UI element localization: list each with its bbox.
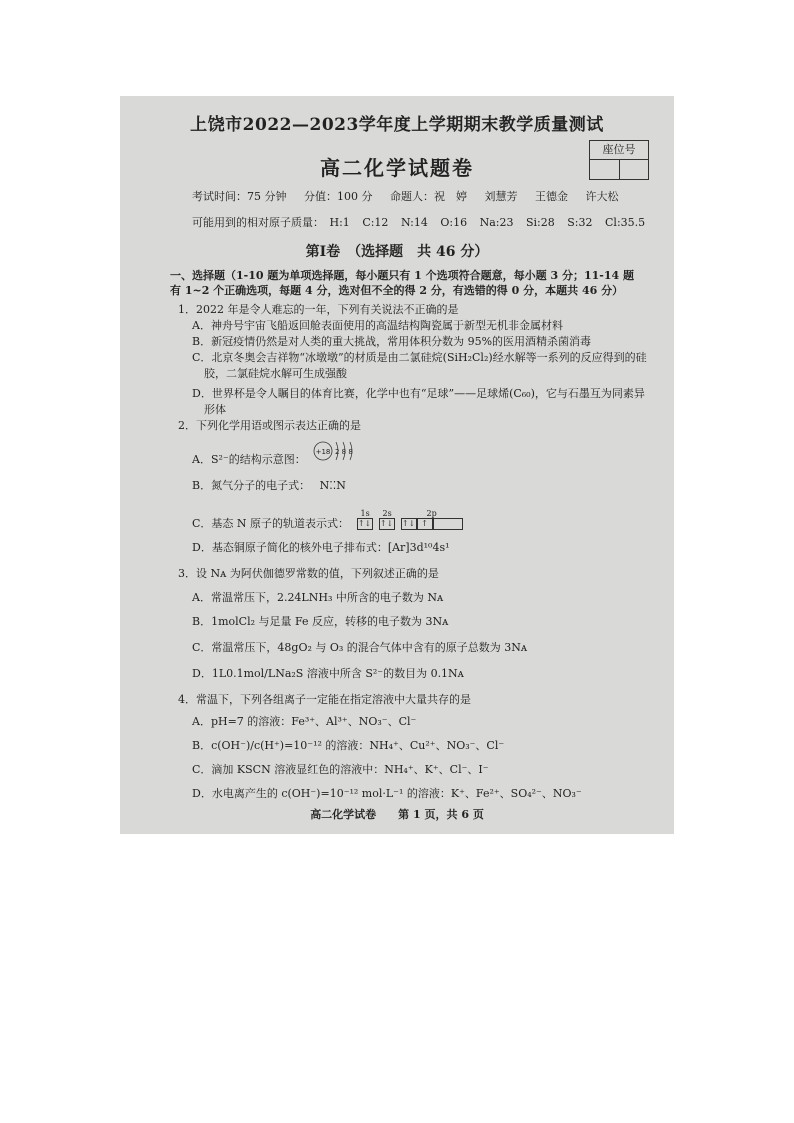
exam-author: 王德金 (535, 190, 568, 203)
atomic-mass: N:14 (400, 216, 428, 229)
exam-score: 分值：100 分 (304, 190, 373, 203)
question-1-option-a: A．神舟号宇宙飞船返回舱表面使用的高温结构陶瓷属于新型无机非金属材料 (192, 319, 563, 332)
question-4-option-a: A．pH=7 的溶液：Fe³⁺、Al³⁺、NO₃⁻、Cl⁻ (192, 715, 417, 728)
section-title: 一、选择题 (170, 269, 225, 282)
nucleus-charge: +18 (315, 448, 331, 456)
question-1-option-d-cont: 形体 (204, 403, 226, 416)
question-1-option-c-cont: 胶，二氯硅烷水解可生成强酸 (204, 367, 347, 380)
question-4-option-c: C．滴加 KSCN 溶液显红色的溶液中：NH₄⁺、K⁺、Cl⁻、I⁻ (192, 763, 489, 776)
orbital-box: ↑↓ (401, 519, 416, 528)
question-1-option-b: B．新冠疫情仍然是对人类的重大挑战，常用体积分数为 95%的医用酒精杀菌消毒 (192, 335, 592, 348)
exam-subtitle: 高二化学试题卷 (320, 156, 474, 180)
electron-shells: 2 8 8 (335, 448, 353, 456)
orbital-box: ↑ (417, 518, 433, 530)
atomic-mass: H:1 (329, 216, 350, 229)
question-1-option-c: C．北京冬奥会吉祥物“冰墩墩”的材质是由二氯硅烷(SiH₂Cl₂)经水解等一系列的反应得到的硅 (192, 351, 647, 364)
section-instructions (170, 268, 640, 298)
question-2-option-a (192, 448, 353, 468)
question-4-option-d: D．水电离产生的 c(OH⁻)=10⁻¹² mol·L⁻¹ 的溶液：K⁺、Fe²⁺、SO₄²⁻、NO₃⁻ (192, 787, 582, 800)
exam-title: 上饶市2022—2023学年度上学期期末教学质量测试 (190, 115, 604, 135)
question-2-option-c (192, 509, 463, 532)
section-description: （1-10 题为单项选择题，每小题只有 1 个选项符合题意，每小题 3 分；11-14 题有 1~2 个正确选项，每题 4 分，选对但不全的得 2 分，有选错的得 0 分，本题共 46 分） (170, 269, 634, 297)
exam-meta (192, 188, 633, 204)
question-2-option-b (192, 478, 346, 494)
atomic-masses (192, 214, 654, 230)
exam-time: 考试时间：75 分钟 (192, 190, 287, 203)
question-3-stem: 3．设 Nᴀ 为阿伏伽德罗常数的值，下列叙述正确的是 (178, 567, 439, 580)
atom-structure-diagram (312, 436, 360, 466)
question-4-option-b: B．c(OH⁻)/c(H⁺)=10⁻¹² 的溶液：NH₄⁺、Cu²⁺、NO₃⁻、Cl⁻ (192, 739, 505, 752)
atomic-mass: Si:28 (526, 216, 555, 229)
question-2-option-a-text: A．S²⁻的结构示意图： (192, 453, 306, 466)
question-1-stem: 1．2022 年是令人难忘的一年，下列有关说法不正确的是 (178, 303, 459, 316)
atomic-masses-label: 可能用到的相对原子质量： (192, 216, 324, 229)
page-footer: 高二化学试卷 第 1 页，共 6 页 (310, 808, 484, 821)
atomic-mass: C:12 (362, 216, 389, 229)
atomic-mass: O:16 (440, 216, 468, 229)
orbital-diagram (357, 509, 463, 530)
atomic-mass: Na:23 (479, 216, 514, 229)
orbital-label-2p: 2p (426, 509, 437, 518)
seat-number-label: 座位号 (590, 141, 648, 160)
question-2-option-c-text: C．基态 N 原子的轨道表示式： (192, 517, 350, 530)
atomic-mass: S:32 (567, 216, 593, 229)
question-2-option-b-text: B．氮气分子的电子式： (192, 479, 311, 492)
question-3-option-d: D．1L0.1mol/LNa₂S 溶液中所含 S²⁻的数目为 0.1Nᴀ (192, 667, 464, 680)
part-heading: 第Ⅰ卷 （选择题 共 46 分） (305, 244, 489, 260)
question-3-option-b: B．1molCl₂ 与足量 Fe 反应，转移的电子数为 3Nᴀ (192, 615, 449, 628)
scanned-page (120, 96, 674, 834)
exam-author: 刘慧芳 (484, 190, 518, 203)
question-3-option-a: A．常温常压下，2.24LNH₃ 中所含的电子数为 Nᴀ (192, 591, 444, 604)
orbital-label-1s: 1s (360, 509, 370, 518)
question-2-option-d: D．基态铜原子简化的核外电子排布式：[Ar]3d¹⁰4s¹ (192, 541, 450, 554)
orbital-box: ↑↓ (357, 519, 372, 528)
orbital-box: ↑↓ (379, 519, 394, 528)
exam-authors: 命题人：祝 婷 (390, 190, 467, 203)
orbital-box (433, 518, 463, 530)
question-1-option-d: D．世界杯是令人瞩目的体育比赛，化学中也有“足球”——足球烯(C₆₀)，它与石墨互为同素异 (192, 387, 645, 400)
atomic-mass: Cl:35.5 (605, 216, 646, 229)
question-4-stem: 4．常温下，下列各组离子一定能在指定溶液中大量共存的是 (178, 693, 471, 706)
question-2-stem: 2．下列化学用语或图示表达正确的是 (178, 419, 361, 432)
nitrogen-electron-formula: N⁚⁚N (319, 479, 346, 492)
orbital-label-2s: 2s (382, 509, 392, 518)
question-3-option-c: C．常温常压下，48gO₂ 与 O₃ 的混合气体中含有的原子总数为 3Nᴀ (192, 641, 528, 654)
exam-author: 许大松 (585, 190, 619, 203)
